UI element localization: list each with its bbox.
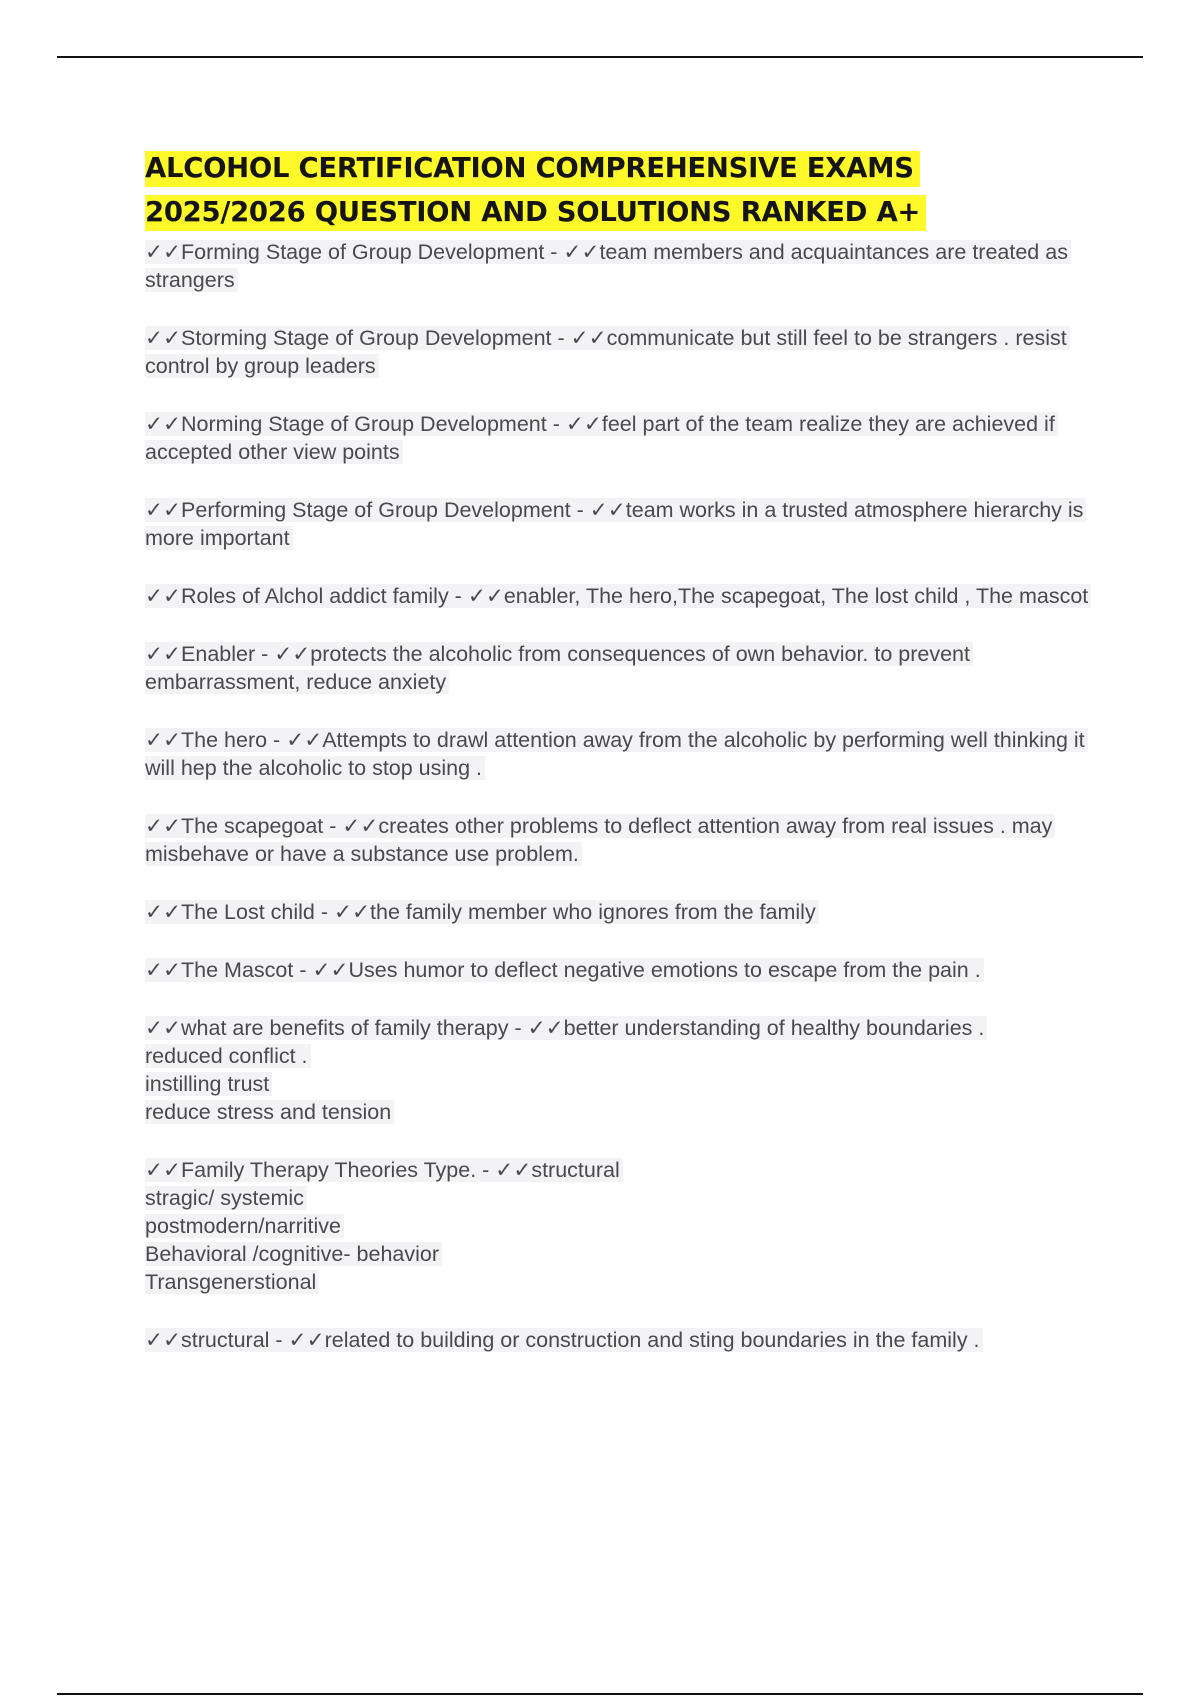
qa-item: ✓✓The hero - ✓✓Attempts to drawl attention away from the alcoholic by performing well thinking it will hep the alcoholic to stop using . (145, 726, 1095, 782)
benefits-line-2: reduced conflict . (145, 1044, 311, 1068)
theories-line-2: stragic/ systemic (145, 1186, 307, 1210)
qa-item: ✓✓The Mascot - ✓✓Uses humor to deflect negative emotions to escape from the pain . (145, 956, 1095, 984)
qa-item-benefits (145, 1014, 1095, 1126)
benefits-line-3: instilling trust (145, 1072, 272, 1096)
qa-item: ✓✓Norming Stage of Group Development - ✓✓feel part of the team realize they are achieved if accepted other view points (145, 410, 1095, 466)
qa-item: ✓✓Enabler - ✓✓protects the alcoholic from consequences of own behavior. to prevent embarrassment, reduce anxiety (145, 640, 1095, 696)
qa-item: ✓✓The scapegoat - ✓✓creates other problems to deflect attention away from real issues . may misbehave or have a substance use problem. (145, 812, 1095, 868)
qa-item-structural: ✓✓structural - ✓✓related to building or construction and sting boundaries in the family . (145, 1326, 1095, 1354)
qa-item: ✓✓Forming Stage of Group Development - ✓✓team members and acquaintances are treated as strangers (145, 238, 1095, 294)
footer-rule (57, 1693, 1143, 1695)
theories-line-3: postmodern/narritive (145, 1214, 344, 1238)
title-line-2: 2025/2026 QUESTION AND SOLUTIONS RANKED A+ (145, 195, 926, 231)
qa-item: ✓✓Storming Stage of Group Development - ✓✓communicate but still feel to be strangers . resist control by group leaders (145, 324, 1095, 380)
benefits-line-1: ✓✓what are benefits of family therapy - ✓✓better understanding of healthy boundaries . (145, 1016, 987, 1040)
qa-list (145, 238, 1095, 1354)
header-rule (57, 56, 1143, 58)
qa-item: ✓✓Performing Stage of Group Development - ✓✓team works in a trusted atmosphere hierarchy is more important (145, 496, 1095, 552)
theories-line-1: ✓✓Family Therapy Theories Type. - ✓✓structural (145, 1158, 623, 1182)
benefits-line-4: reduce stress and tension (145, 1100, 394, 1124)
document-title (145, 146, 1095, 234)
title-line-1: ALCOHOL CERTIFICATION COMPREHENSIVE EXAMS (145, 151, 920, 187)
theories-line-5: Transgenerstional (145, 1270, 319, 1294)
document-body (145, 146, 1095, 1384)
qa-item: ✓✓The Lost child - ✓✓the family member who ignores from the family (145, 898, 1095, 926)
qa-item: ✓✓Roles of Alchol addict family - ✓✓enabler, The hero,The scapegoat, The lost child , The mascot (145, 582, 1095, 610)
qa-item-theories (145, 1156, 1095, 1296)
theories-line-4: Behavioral /cognitive- behavior (145, 1242, 442, 1266)
